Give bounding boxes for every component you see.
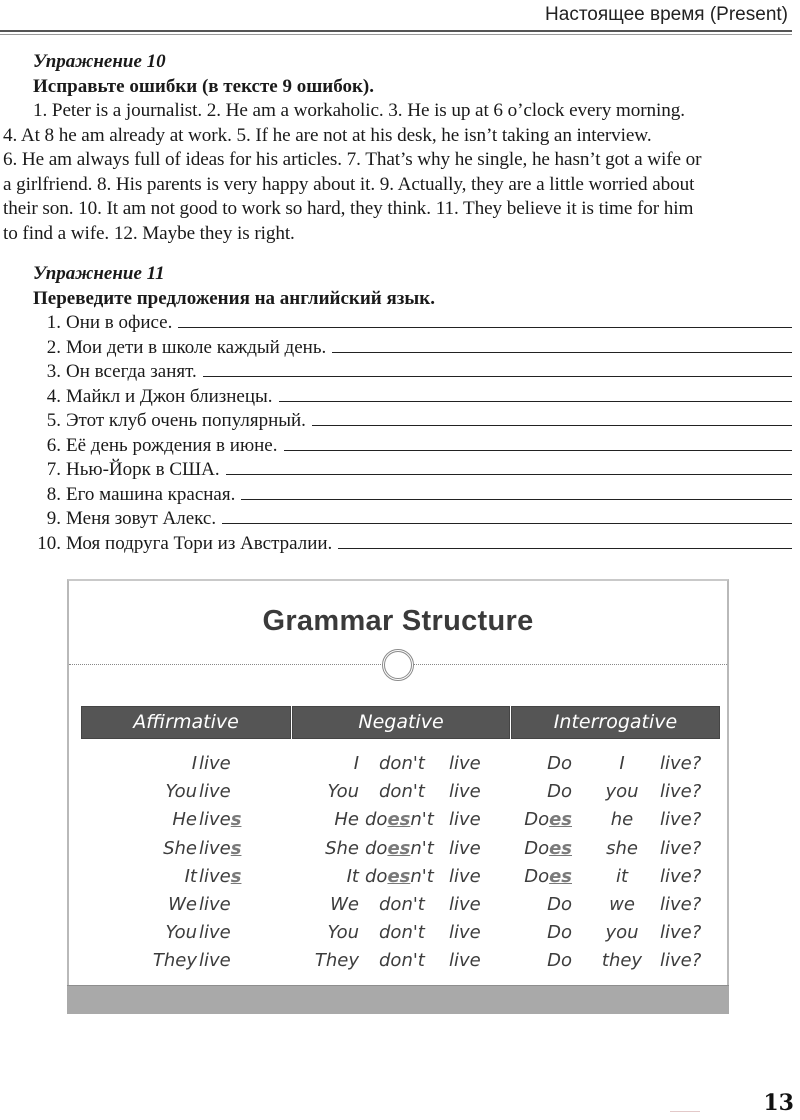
negative-auxiliary <box>365 866 434 887</box>
negative-verb <box>449 753 481 774</box>
interrogative-subject: you <box>605 781 639 803</box>
word: live? <box>660 753 702 774</box>
word: n't <box>410 865 434 887</box>
text-line: to find a wife. 12. Maybe they is right. <box>3 222 295 244</box>
negative-verb <box>449 950 481 971</box>
answer-blank[interactable] <box>178 311 792 328</box>
page-number: 13 <box>763 1090 794 1116</box>
text-line: their son. 10. It am not good to work so hard, they think. 11. They believe it is time for him <box>3 198 694 219</box>
item-sentence: Он всегда занят. <box>66 361 197 382</box>
word: Do <box>547 922 572 944</box>
word: You <box>327 922 359 944</box>
translation-item <box>0 458 796 483</box>
word: live? <box>660 865 702 887</box>
negative-verb <box>449 781 481 802</box>
interrogative-auxiliary <box>524 809 572 830</box>
word: live <box>449 781 481 803</box>
word: do <box>365 865 388 887</box>
negative-subject <box>347 866 359 887</box>
item-sentence: Её день рождения в июне. <box>66 434 278 456</box>
exercise-11 <box>0 262 796 556</box>
interrogative-subject: she <box>606 837 638 859</box>
exercise-10-instruction: Исправьте ошибки (в тексте 9 ошибок). <box>33 75 374 97</box>
interrogative-subject: it <box>615 865 629 887</box>
word: Do <box>547 753 572 774</box>
item-sentence: Его машина красная. <box>66 483 236 505</box>
grammar-structure-card <box>67 579 729 1012</box>
interrogative-auxiliary <box>547 753 572 774</box>
interrogative-auxiliary <box>547 950 572 971</box>
affirmative-verb <box>199 922 231 943</box>
negative-verb: live <box>449 837 481 859</box>
translation-item <box>0 311 796 336</box>
text-line: a girlfriend. 8. His parents is very happy about it. 9. Actually, they are a little worried about <box>3 173 695 195</box>
negative-subject <box>328 781 359 802</box>
exercise-10-text <box>0 99 796 246</box>
interrogative-verb <box>660 781 701 802</box>
word: live? <box>660 837 702 859</box>
negative-auxiliary <box>379 753 425 774</box>
affirmative-verb <box>199 781 231 802</box>
affirmative-subject <box>185 866 197 887</box>
exercise-11-instruction: Переведите предложения на английский язык. <box>33 287 435 309</box>
word: I <box>353 753 359 774</box>
negative-subject <box>334 809 359 830</box>
highlighted-ending: es <box>387 837 411 859</box>
word: Do <box>524 865 550 887</box>
word: live <box>199 781 231 803</box>
exercise-10-title: Упражнение 10 <box>33 51 166 72</box>
word: live? <box>660 950 702 972</box>
text-line: 4. At 8 he am already at work. 5. If he are not at his desk, he isn’t taking an interview. <box>3 124 652 146</box>
item-number: 4. <box>46 385 61 407</box>
chapter-title: Настоящее время (Present) <box>545 4 788 25</box>
word: don't <box>379 781 425 803</box>
negative-verb <box>449 922 481 943</box>
answer-blank[interactable] <box>284 434 793 451</box>
word: Do <box>547 781 572 803</box>
answer-blank[interactable] <box>332 336 792 353</box>
negative-subject <box>354 753 359 774</box>
affirmative-subject <box>166 922 197 943</box>
item-sentence: Мои дети в школе каждый день. <box>66 336 327 358</box>
column-header-interrogative: Interrogative <box>511 706 720 739</box>
negative-auxiliary <box>379 781 425 802</box>
affirmative-subject <box>192 753 197 774</box>
negative-subject <box>325 838 359 859</box>
highlighted-ending: es <box>387 809 411 831</box>
interrogative-subject: I <box>619 753 625 774</box>
interrogative-verb <box>660 866 701 887</box>
word: He <box>172 809 197 831</box>
highlighted-ending: es <box>387 865 411 887</box>
translation-item <box>0 360 796 385</box>
answer-blank[interactable] <box>222 507 792 524</box>
interrogative-verb <box>660 950 701 971</box>
negative-auxiliary <box>365 809 434 830</box>
highlighted-ending: s <box>230 837 242 859</box>
highlighted-ending: s <box>230 809 242 831</box>
card-footer-bar <box>67 985 729 1014</box>
word: He <box>334 809 359 831</box>
item-number: 1. <box>46 312 61 333</box>
interrogative-subject: they <box>601 950 643 972</box>
translation-item <box>0 507 796 532</box>
text-line: 6. He am always full of ideas for his articles. 7. That’s why he single, he hasn’t got a wife or <box>3 149 702 170</box>
word: do <box>365 809 388 831</box>
grammar-title: Grammar Structure <box>262 605 534 637</box>
item-sentence: Нью-Йорк в США. <box>66 459 220 480</box>
word: live? <box>660 781 702 803</box>
negative-auxiliary <box>379 922 425 943</box>
word: live <box>449 753 481 774</box>
word: live <box>199 809 231 831</box>
word: Do <box>547 894 572 915</box>
affirmative-verb <box>199 809 241 830</box>
interrogative-subject: he <box>610 809 634 831</box>
word: Do <box>524 809 550 831</box>
item-number: 2. <box>46 336 61 358</box>
interrogative-subject: we <box>609 894 635 915</box>
word: It <box>346 865 359 887</box>
answer-blank[interactable] <box>279 385 792 402</box>
negative-subject <box>328 922 359 943</box>
item-sentence: Меня зовут Алекс. <box>66 508 217 529</box>
word: n't <box>410 837 434 859</box>
translation-item <box>0 434 796 459</box>
interrogative-auxiliary <box>547 781 572 802</box>
highlighted-ending: es <box>549 837 572 859</box>
exercise-11-title: Упражнение 11 <box>33 263 165 284</box>
affirmative-subject <box>172 809 197 830</box>
affirmative-verb <box>199 894 231 915</box>
answer-blank[interactable] <box>338 532 792 549</box>
negative-auxiliary <box>379 894 425 915</box>
word: live <box>449 894 481 915</box>
word: do <box>365 837 388 859</box>
word: You <box>165 781 197 803</box>
word: live? <box>660 922 702 944</box>
negative-auxiliary <box>379 950 425 971</box>
word: live <box>199 922 231 944</box>
word: We <box>330 894 359 915</box>
item-number: 5. <box>46 410 61 431</box>
item-number: 10. <box>37 532 61 554</box>
negative-subject <box>315 950 359 971</box>
word: They <box>152 950 197 972</box>
answer-blank[interactable] <box>226 458 792 475</box>
interrogative-verb <box>660 894 701 915</box>
word: n't <box>410 809 434 831</box>
affirmative-verb <box>199 753 231 774</box>
translation-list <box>0 311 796 556</box>
affirmative-verb <box>199 838 241 859</box>
running-header <box>0 0 800 32</box>
interrogative-subject: you <box>605 922 639 944</box>
item-number: 9. <box>46 508 61 529</box>
interrogative-verb <box>660 809 701 830</box>
word: They <box>314 950 359 972</box>
translation-item <box>0 532 796 557</box>
exercise-10 <box>0 50 796 246</box>
text-line: 1. Peter is a journalist. 2. He am a workaholic. 3. He is up at 6 o’clock every morning. <box>33 100 685 121</box>
affirmative-verb <box>199 866 241 887</box>
word: She <box>325 837 359 859</box>
affirmative-subject <box>168 894 197 915</box>
word: live <box>199 753 231 774</box>
item-number: 6. <box>46 434 61 456</box>
affirmative-subject <box>166 781 197 802</box>
item-number: 7. <box>46 459 61 480</box>
item-sentence: Майкл и Джон близнецы. <box>66 385 273 407</box>
interrogative-verb <box>660 922 701 943</box>
interrogative-auxiliary <box>524 838 572 859</box>
word: live <box>199 950 231 972</box>
item-sentence: Моя подруга Тори из Австралии. <box>66 532 333 554</box>
highlighted-ending: es <box>549 865 572 887</box>
word: don't <box>379 950 425 972</box>
word: live <box>199 865 231 887</box>
interrogative-auxiliary <box>547 922 572 943</box>
word: You <box>165 922 197 944</box>
word: I <box>191 753 197 774</box>
word: You <box>327 781 359 803</box>
footer-mark <box>670 1111 700 1112</box>
item-number: 8. <box>46 483 61 505</box>
negative-verb <box>449 894 481 915</box>
column-header-negative: Negative <box>292 706 510 739</box>
highlighted-ending: s <box>230 865 242 887</box>
highlighted-ending: es <box>549 809 572 831</box>
interrogative-verb <box>660 838 701 859</box>
translation-item <box>0 409 796 434</box>
affirmative-verb <box>199 950 231 971</box>
word: We <box>168 894 197 915</box>
interrogative-verb <box>660 753 701 774</box>
negative-auxiliary <box>365 838 434 859</box>
word: live <box>449 922 481 944</box>
translation-item <box>0 385 796 410</box>
translation-item <box>0 336 796 361</box>
circle-ornament-icon <box>382 649 414 681</box>
negative-subject <box>330 894 359 915</box>
interrogative-auxiliary <box>524 866 572 887</box>
word: live? <box>660 894 702 915</box>
affirmative-subject <box>163 838 197 859</box>
word: Do <box>524 837 550 859</box>
word: don't <box>379 922 425 944</box>
translation-item <box>0 483 796 508</box>
interrogative-auxiliary <box>547 894 572 915</box>
word: live? <box>660 809 702 831</box>
word: She <box>163 837 197 859</box>
word: don't <box>379 894 425 915</box>
word: It <box>184 865 197 887</box>
negative-verb: live <box>449 809 481 831</box>
word: live <box>199 837 231 859</box>
answer-blank[interactable] <box>312 409 792 426</box>
word: Do <box>547 950 572 972</box>
word: live <box>449 950 481 972</box>
item-number: 3. <box>46 361 61 382</box>
negative-verb: live <box>449 865 481 887</box>
item-sentence: Этот клуб очень популярный. <box>66 410 306 431</box>
item-sentence: Они в офисе. <box>66 312 173 333</box>
answer-blank[interactable] <box>203 360 792 377</box>
column-header-affirmative: Affirmative <box>81 706 291 739</box>
word: live <box>199 894 231 915</box>
answer-blank[interactable] <box>241 483 792 500</box>
affirmative-subject <box>153 950 197 971</box>
header-rule <box>0 30 792 35</box>
word: don't <box>379 753 425 774</box>
